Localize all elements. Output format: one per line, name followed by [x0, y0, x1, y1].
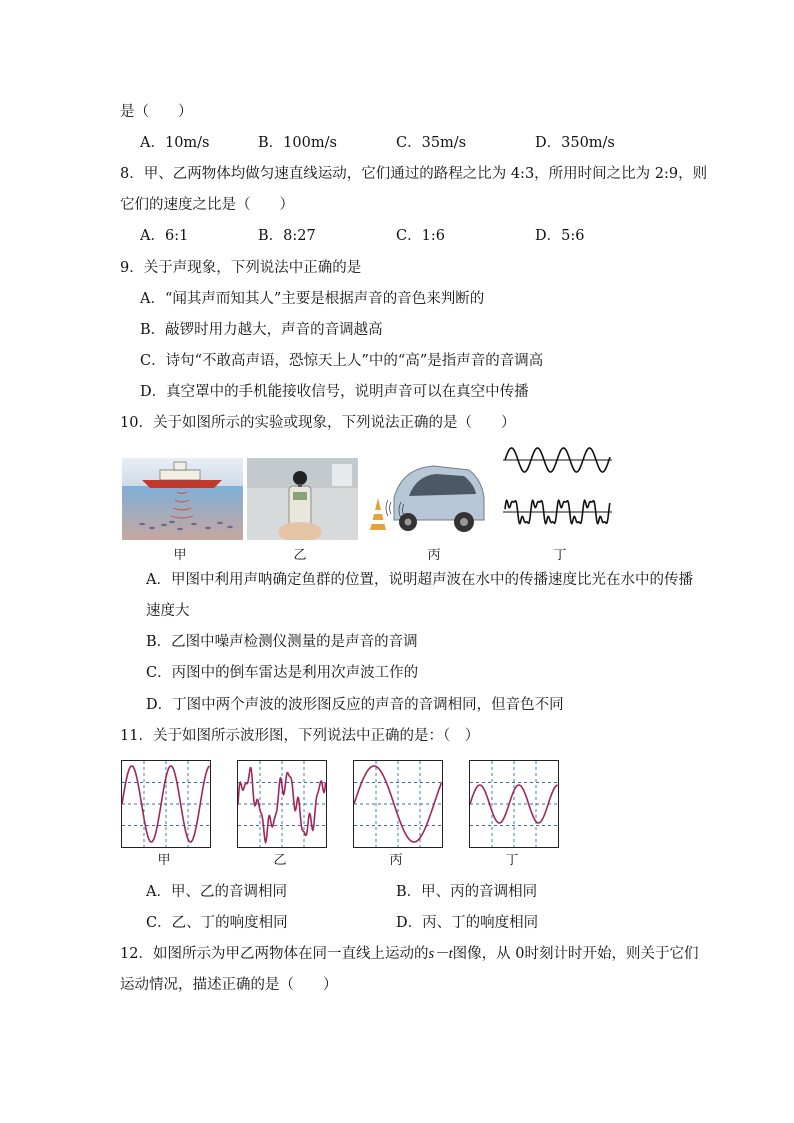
- q10-stem: 10．关于如图所示的实验或现象，下列说法正确的是（ ）: [120, 415, 516, 431]
- q7-stem-tail: 是（ ）: [120, 104, 193, 120]
- q10-option-a-cont: 速度大: [146, 603, 190, 619]
- q12-stem-line1: [120, 945, 698, 963]
- q7-option-d: D．350m/s: [535, 135, 615, 151]
- q11-caption-ding: 丁: [505, 853, 519, 868]
- q12-stem-line2: 运动情况，描述正确的是（ ）: [120, 977, 338, 993]
- q11-oscillogram-yi: [237, 760, 327, 848]
- q12-stem-part2: 图像，从 0时刻计时开始，则关于它们: [452, 946, 699, 962]
- q11-stem: 11．关于如图所示波形图，下列说法中正确的是：（ ）: [120, 728, 480, 744]
- q10-figure-sonar-ship: [122, 458, 243, 540]
- q10-option-c: C．丙图中的倒车雷达是利用次声波工作的: [146, 665, 419, 681]
- q10-caption-jia: 甲: [173, 548, 187, 563]
- q9-option-d: D．真空罩中的手机能接收信号，说明声音可以在真空中传播: [140, 384, 529, 400]
- q9-stem: 9．关于声现象，下列说法中正确的是: [120, 260, 362, 276]
- q10-option-b: B．乙图中噪声检测仪测量的是声音的音调: [146, 634, 418, 650]
- q10-caption-ding: 丁: [553, 548, 567, 563]
- q11-caption-yi: 乙: [273, 853, 287, 868]
- q10-caption-yi: 乙: [293, 548, 307, 563]
- q10-option-d: D．丁图中两个声波的波形图反应的声音的音调相同，但音色不同: [146, 697, 564, 713]
- q11-oscillogram-jia: [121, 760, 211, 848]
- q10-caption-bing: 丙: [427, 548, 441, 563]
- q9-option-b: B．敲锣时用力越大，声音的音调越高: [140, 322, 383, 338]
- q10-figure-waveforms: [500, 440, 615, 540]
- q7-option-a: A．10m/s: [140, 135, 210, 151]
- q8-option-a: A．6:1: [140, 228, 189, 244]
- q11-option-c: C．乙、丁的响度相同: [146, 915, 288, 931]
- q11-caption-jia: 甲: [157, 853, 171, 868]
- q7-option-c: C．35m/s: [396, 135, 467, 151]
- q8-stem-line1: 8．甲、乙两物体均做匀速直线运动，它们通过的路程之比为 4:3，所用时间之比为 2:9，则: [120, 166, 708, 182]
- q11-option-b: B．甲、丙的音调相同: [396, 884, 538, 900]
- q8-option-b: B．8:27: [258, 228, 316, 244]
- q9-option-c: C．诗句“不敢高声语，恐惊天上人”中的“高”是指声音的音调高: [140, 353, 544, 369]
- q11-oscillogram-ding: [469, 760, 559, 848]
- q11-option-a: A．甲、乙的音调相同: [146, 884, 287, 900]
- q10-option-a: A．甲图中利用声呐确定鱼群的位置，说明超声波在水中的传播速度比光在水中的传播: [146, 572, 693, 588]
- q10-figure-noise-meter: [247, 458, 358, 540]
- q8-option-d: D．5:6: [535, 228, 585, 244]
- q12-st-symbol: s－t: [428, 946, 453, 962]
- q7-option-b: B．100m/s: [258, 135, 337, 151]
- q8-stem-line2: 它们的速度之比是（ ）: [120, 197, 294, 213]
- q11-option-d: D．丙、丁的响度相同: [396, 915, 539, 931]
- q12-stem-part1: 12．如图所示为甲乙两物体在同一直线上运动的: [120, 946, 429, 962]
- q8-option-c: C．1:6: [396, 228, 445, 244]
- q9-option-a: A．“闻其声而知其人”主要是根据声音的音色来判断的: [140, 291, 485, 307]
- q10-figure-car-radar: [364, 458, 489, 540]
- q11-caption-bing: 丙: [389, 853, 403, 868]
- q11-oscillogram-bing: [353, 760, 443, 848]
